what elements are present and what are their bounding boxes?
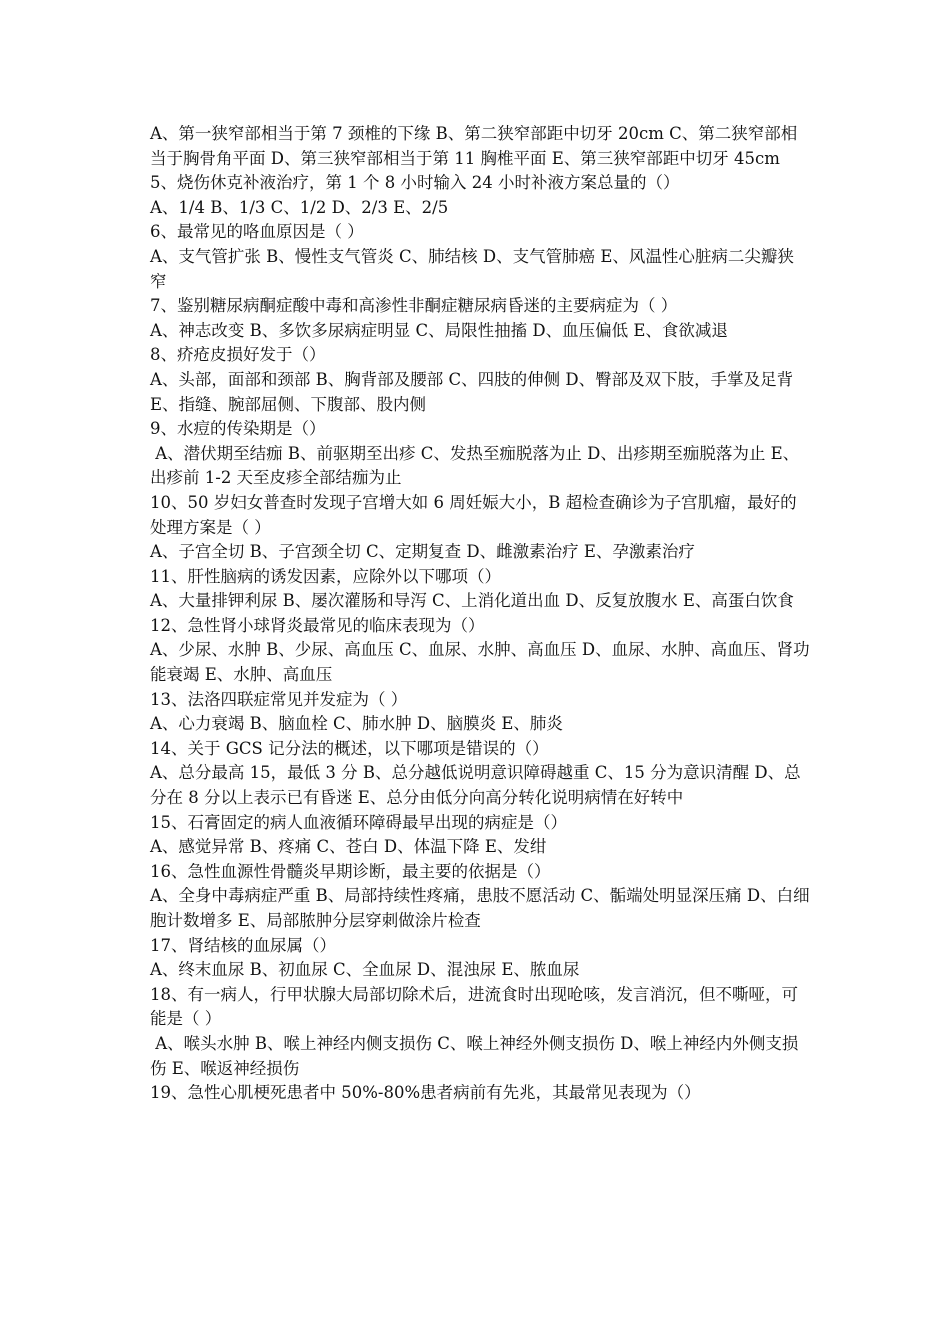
answer-options-q13: A、心力衰竭 B、脑血栓 C、肺水肿 D、脑膜炎 E、肺炎: [150, 714, 563, 734]
question-6: 6、最常见的咯血原因是（ ）: [150, 222, 364, 242]
answer-options-q11: A、大量排钾利尿 B、屡次灌肠和导泻 C、上消化道出血 D、反复放腹水 E、高蛋白饮食: [150, 591, 794, 611]
question-5: 5、烧伤休克补液治疗，第 1 个 8 小时输入 24 小时补液方案总量的（）: [150, 173, 680, 193]
answer-options-q12: A、少尿、水肿 B、少尿、高血压 C、血尿、水肿、高血压 D、血尿、水肿、高血压、肾功能衰竭 E、水肿、高血压: [150, 640, 810, 685]
question-18: 18、有一病人，行甲状腺大局部切除术后，进流食时出现呛咳，发言消沉，但不嘶哑，可能是（ ）: [150, 984, 798, 1029]
answer-options-q6: A、支气管扩张 B、慢性支气管炎 C、肺结核 D、支气管肺癌 E、风温性心脏病二尖瓣狭窄: [150, 246, 794, 291]
answer-options-q9: A、潜伏期至结痂 B、前驱期至出疹 C、发热至痂脱落为止 D、出疹期至痂脱落为止 E、出疹前 1-2 天至皮疹全部结痂为止: [150, 443, 800, 488]
question-19: 19、急性心肌梗死患者中 50%-80%患者病前有先兆，其最常见表现为（）: [150, 1083, 701, 1103]
question-14: 14、关于 GCS 记分法的概述，以下哪项是错误的（）: [150, 738, 549, 758]
question-16: 16、急性血源性骨髓炎早期诊断，最主要的依据是（）: [150, 861, 551, 881]
answer-options-q4: A、第一狭窄部相当于第 7 颈椎的下缘 B、第二狭窄部距中切牙 20cm C、第二狭窄部相当于胸骨角平面 D、第三狭窄部相当于第 11 胸椎平面 E、第三狭窄部距中切牙 45cm: [150, 124, 798, 168]
question-7: 7、鉴别糖尿病酮症酸中毒和高渗性非酮症糖尿病昏迷的主要病症为（ ）: [150, 296, 678, 316]
question-10: 10、50 岁妇女普查时发现子宫增大如 6 周妊娠大小，B 超检查确诊为子宫肌瘤，最好的处理方案是（ ）: [150, 492, 797, 537]
answer-options-q5: A、1/4 B、1/3 C、1/2 D、2/3 E、2/5: [150, 197, 449, 217]
answer-options-q14: A、总分最高 15，最低 3 分 B、总分越低说明意识障碍越重 C、15 分为意识清醒 D、总分在 8 分以上表示已有昏迷 E、总分由低分向高分转化说明病情在好转中: [150, 763, 801, 808]
document-page: [150, 122, 810, 1106]
answer-options-q7: A、神志改变 B、多饮多尿病症明显 C、局限性抽搐 D、血压偏低 E、食欲减退: [150, 320, 728, 340]
question-11: 11、肝性脑病的诱发因素，应除外以下哪项（）: [150, 566, 501, 586]
answer-options-q16: A、全身中毒病症严重 B、局部持续性疼痛，患肢不愿活动 C、骺端处明显深压痛 D、白细胞计数增多 E、局部脓肿分层穿刺做涂片检查: [150, 886, 810, 930]
question-13: 13、法洛四联症常见并发症为（ ）: [150, 689, 408, 709]
question-12: 12、急性肾小球肾炎最常见的临床表现为（）: [150, 615, 485, 635]
answer-options-q10: A、子宫全切 B、子宫颈全切 C、定期复查 D、雌激素治疗 E、孕激素治疗: [150, 542, 695, 562]
question-17: 17、肾结核的血尿属（）: [150, 935, 336, 955]
question-8: 8、疥疮皮损好发于（）: [150, 345, 326, 365]
answer-options-q17: A、终末血尿 B、初血尿 C、全血尿 D、混浊尿 E、脓血尿: [150, 960, 580, 980]
answer-options-q18: A、喉头水肿 B、喉上神经内侧支损伤 C、喉上神经外侧支损伤 D、喉上神经内外侧支损伤 E、喉返神经损伤: [150, 1033, 799, 1078]
question-9: 9、水痘的传染期是（）: [150, 419, 326, 439]
answer-options-q8: A、头部，面部和颈部 B、胸背部及腰部 C、四肢的伸侧 D、臀部及双下肢，手掌及足背 E、指缝、腕部屈侧、下腹部、股内侧: [150, 369, 799, 414]
answer-options-q15: A、感觉异常 B、疼痛 C、苍白 D、体温下降 E、发绀: [150, 837, 547, 857]
question-15: 15、石膏固定的病人血液循环障碍最早出现的病症是（）: [150, 812, 567, 832]
